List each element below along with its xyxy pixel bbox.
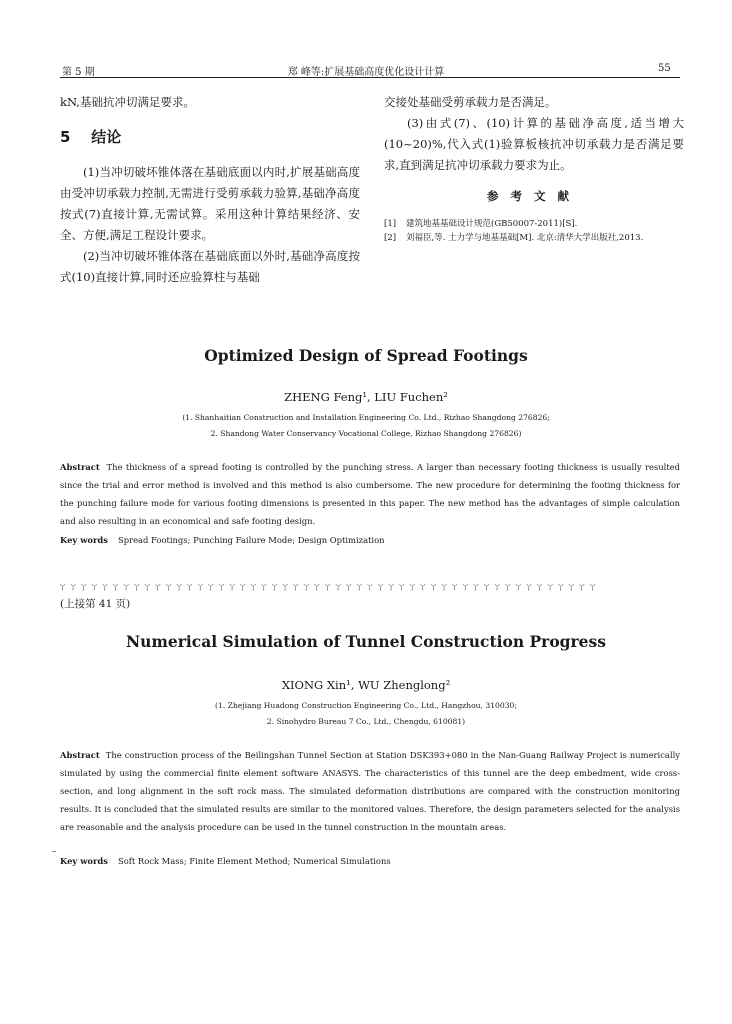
reference-number: [2] <box>384 233 397 243</box>
reference-item <box>384 217 684 231</box>
article2-keywords <box>60 856 391 866</box>
left-column <box>60 92 360 288</box>
reference-item <box>384 231 684 245</box>
right-column <box>384 92 684 245</box>
section-heading <box>60 127 360 148</box>
abstract-label: Abstract <box>60 462 100 472</box>
keywords-label: Key words <box>60 535 108 545</box>
abstract-label: Abstract <box>60 750 100 760</box>
article1-title: Optimized Design of Spread Footings <box>204 346 528 365</box>
header-rule <box>60 77 680 78</box>
keywords-label: Key words <box>60 856 108 866</box>
article2-authors: XIONG Xin¹, WU Zhenglong² <box>281 678 451 692</box>
references-title: 参考文献 <box>487 189 581 203</box>
conclusion-paragraph-2: (2)当冲切破坏锥体落在基础底面以外时,基础净高度按式(10)直接计算,同时还应验算柱与基础 <box>60 249 360 284</box>
conclusion-paragraph-3: (3)由式(7)、(10)计算的基础净高度,适当增大(10~20)%,代入式(1)验算板核抗冲切承载力是否满足要求,直到满足抗冲切承载力要求为止。 <box>384 116 684 172</box>
article1-affiliation-2: 2. Shandong Water Conservancy Vocational College, Rizhao Shangdong 276826) <box>210 429 522 438</box>
reference-text: 刘福臣,等. 土力学与地基基础[M]. 北京:清华大学出版社,2013. <box>406 233 644 243</box>
abstract-text: The construction process of the Beilingshan Tunnel Section at Station DSK393+080 in the Nan-Guang Railway Project is numerically simulated by using the commercial finite element software ANASYS. The characteristics of this tunnel are the deep embedment, wide cross-section, and long alignment in the soft rock mass. The simulated deformation distributions are compared with the construction monitoring results. It is concluded that the simulated results are similar to the monitored values. Therefore, the design parameters selected for the analysis are reasonable and the analysis procedure can be used in the tunnel construction in the mountain areas. <box>60 750 680 832</box>
continued-line: 交接处基础受剪承载力是否满足。 <box>384 95 557 109</box>
abstract-text: The thickness of a spread footing is controlled by the punching stress. A larger than necessary footing thickness is usually resulted since the trial and error method is involved and this method is also cumbersome. The new procedure for determining the footing thickness for the punching failure mode for various footing dimensions is presented in this paper. The new method has the advantages of simple calculation and also resulting in an economical and safe footing design. <box>60 462 680 526</box>
header-page-number: 55 <box>658 63 671 74</box>
conclusion-paragraph-1: (1)当冲切破坏锥体落在基础底面以内时,扩展基础高度由受冲切承载力控制,无需进行受剪承载力验算,基础净高度按式(7)直接计算,无需试算。采用这种计算结果经济、安全、方便,满足工程设计要求。 <box>60 165 360 242</box>
continuation-note: (上接第 41 页) <box>60 598 131 610</box>
article1-affiliation-1: (1. Shanhaitian Construction and Installation Engineering Co. Ltd., Rizhao Shangdong 276826; <box>182 413 550 422</box>
keywords-text: Spread Footings; Punching Failure Mode; Design Optimization <box>117 535 385 545</box>
article2-affiliation-2: 2. Sinohydro Bureau 7 Co., Ltd., Chengdu, 610081) <box>266 717 466 726</box>
keywords-text: Soft Rock Mass; Finite Element Method; Numerical Simulations <box>117 856 391 866</box>
article1-abstract <box>60 458 680 530</box>
reference-text: 建筑地基基础设计规范(GB50007-2011)[S]. <box>406 219 578 229</box>
header-issue: 第 5 期 <box>62 67 95 78</box>
article1-authors: ZHENG Feng¹, LIU Fuchen² <box>284 390 448 404</box>
section-title: 结论 <box>91 128 122 146</box>
article2-affiliation-1: (1. Zhejiang Huadong Construction Engineering Co., Ltd., Hangzhou, 310030; <box>215 701 517 710</box>
margin-mark <box>52 851 56 852</box>
article-divider: ㄚㄚㄚㄚㄚㄚㄚㄚㄚㄚㄚㄚㄚㄚㄚㄚㄚㄚㄚㄚㄚㄚㄚㄚㄚㄚㄚㄚㄚㄚㄚㄚㄚㄚㄚㄚㄚㄚㄚㄚㄚㄚㄚㄚㄚㄚㄚㄚㄚㄚㄚ <box>58 583 599 593</box>
intro-line: kN,基础抗冲切满足要求。 <box>60 95 195 109</box>
article1-keywords <box>60 535 385 545</box>
article2-title: Numerical Simulation of Tunnel Construction Progress <box>126 632 606 651</box>
header-title: 郑 峰等:扩展基础高度优化设计计算 <box>287 67 445 78</box>
reference-number: [1] <box>384 219 397 229</box>
article2-abstract <box>60 746 680 836</box>
section-number: 5 <box>60 128 71 146</box>
